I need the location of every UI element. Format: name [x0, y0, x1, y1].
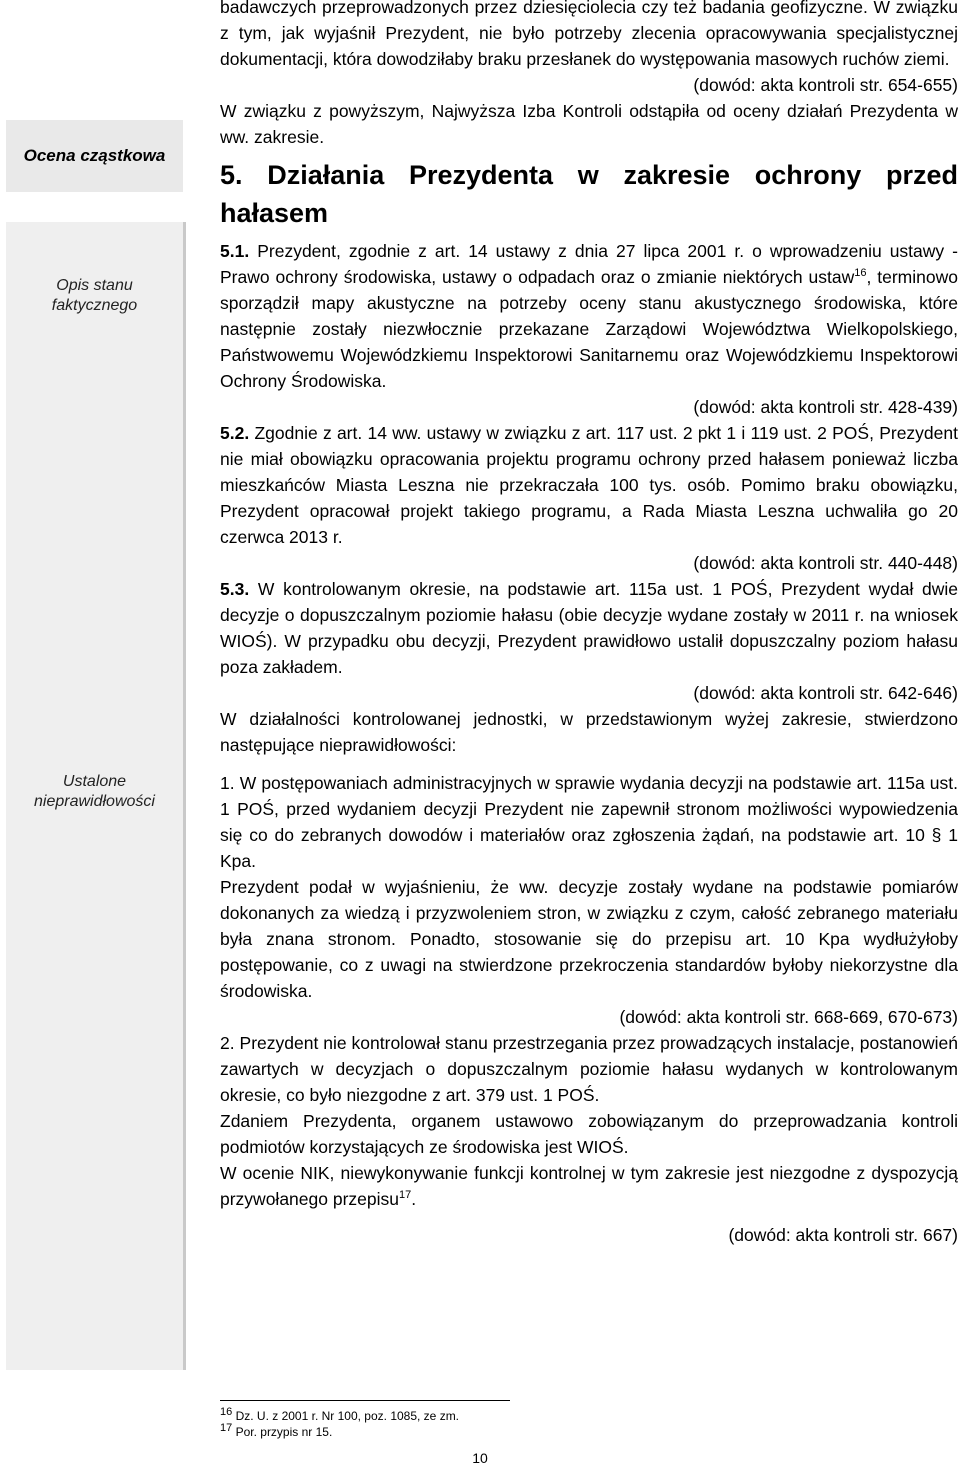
section-5-1-number: 5.1.: [220, 241, 250, 261]
section-5-2-number: 5.2.: [220, 423, 250, 443]
proof-6: (dowód: akta kontroli str. 667): [728, 1225, 958, 1245]
footnote-ref-16[interactable]: 16: [854, 267, 867, 280]
irregularities-intro: W działalności kontrolowanej jednostki, w przedstawionym wyżej zakresie, stwierdzono następujące nieprawidłowości:: [220, 709, 958, 755]
irregularity-2-explanation: Zdaniem Prezydenta, organem ustawowo zobowiązanym do przeprowadzania kontroli podmiotów korzystających ze środowiska jest WIOŚ.: [220, 1111, 958, 1157]
irregularity-1-explanation: Prezydent podał w wyjaśnieniu, że ww. decyzje zostały wydane na podstawie pomiarów dokonanych za wiedzą i przyzwoleniem stron, w związku z czym, całość zebranego materiału była znana stronom. Ponadto, stosowanie się do przepisu art. 10 Kpa wydłużyłoby postępowanie, co z uwagi na stwierdzone przekroczenia standardów byłoby niekorzystne dla środowiska.: [220, 877, 958, 1001]
section-5-3-text: W kontrolowanym okresie, na podstawie art. 115a ust. 1 POŚ, Prezydent wydał dwie decyzje o dopuszczalnym poziomie hałasu (obie decyzje wydane zostały w 2011 r. na wniosek WIOŚ). W przypadku obu decyzji, Prezydent prawidłowo ustalił dopuszczalny poziom hałasu poza zakładem.: [220, 579, 958, 677]
label-irregularities: [6, 772, 183, 812]
footnote-ref-17[interactable]: 17: [399, 1189, 412, 1202]
section-heading-number: 5.: [220, 160, 243, 190]
label-facts: [6, 276, 183, 316]
irregularity-1: 1. W postępowaniach administracyjnych w sprawie wydania decyzji na podstawie art. 115a ust. 1 POŚ, przed wydaniem decyzji Prezydent nie zapewnił stronom możliwości wypowiedzenia się co do zebranych dowodów i materiałów oraz zgłoszenia żądań, na podstawie art. 10 § 1 Kpa.: [220, 773, 958, 871]
label-facts-line2: faktycznego: [51, 297, 138, 314]
section-5-1-text-a: Prezydent, zgodnie z art. 14 ustawy z dnia 27 lipca 2001 r. o wprowadzeniu ustawy - Prawo ochrony środowiska, ustawy o odpadach oraz o zmianie niektórych ustaw: [220, 241, 958, 287]
label-irreg-line2: nieprawidłowości: [34, 793, 155, 810]
page-number: 10: [472, 1450, 488, 1466]
section-heading: [220, 156, 958, 232]
footnote-17-text: Por. przypis nr 15.: [232, 1425, 333, 1439]
main-content: [220, 0, 958, 1248]
proof-5: (dowód: akta kontroli str. 668-669, 670-673): [619, 1007, 958, 1027]
proof-1: (dowód: akta kontroli str. 654-655): [693, 75, 958, 95]
footnote-16-number: 16: [220, 1406, 233, 1418]
irregularity-2-assessment: [220, 1160, 958, 1212]
footnote-17: [220, 1424, 459, 1440]
section-5-1-text-b: , terminowo sporządził mapy akustyczne na potrzeby oceny stanu akustycznego środowiska, które następnie zostały niezwłocznie przekazane Zarządowi Województwa Wielkopolskiego, Państwowemu Wojewódzkiemu Inspektorowi Sanitarnemu oraz Wojewódzkiemu Inspektorowi Ochrony Środowiska.: [220, 267, 958, 391]
footnotes: [220, 1408, 459, 1440]
sidebar-title: Ocena cząstkowa: [23, 146, 166, 165]
sidebar-title-box: [6, 120, 183, 192]
label-irreg-line1: Ustalone: [62, 773, 127, 790]
section-5-3-number: 5.3.: [220, 579, 250, 599]
assessment-end: .: [411, 1189, 417, 1209]
assessment-text: W ocenie NIK, niewykonywanie funkcji kontrolnej w tym zakresie jest niezgodne z dyspozycją przywołanego przepisu: [220, 1163, 958, 1209]
footnote-separator: [220, 1400, 510, 1401]
section-5-3: [220, 576, 958, 680]
section-5-1: [220, 238, 958, 394]
section-5-2-text: Zgodnie z art. 14 ww. ustawy w związku z art. 117 ust. 2 pkt 1 i 119 ust. 2 POŚ, Prezydent nie miał obowiązku opracowania projektu programu ochrony przed hałasem ponieważ liczba mieszkańców Miasta Leszna nie przekraczała 100 tys. osób. Pomimo braku obowiązku, Prezydent opracował projekt takiego programu, a Rada Miasta Leszna uchwaliła go 20 czerwca 2013 r.: [220, 423, 958, 547]
section-5-2: [220, 420, 958, 550]
label-facts-line1: Opis stanu: [56, 277, 133, 294]
proof-4: (dowód: akta kontroli str. 642-646): [693, 683, 958, 703]
proof-3: (dowód: akta kontroli str. 440-448): [693, 553, 958, 573]
intro-conclusion: W związku z powyższym, Najwyższa Izba Kontroli odstąpiła od oceny działań Prezydenta w ww. zakresie.: [220, 101, 958, 147]
footnote-16-text: Dz. U. z 2001 r. Nr 100, poz. 1085, ze zm.: [232, 1409, 460, 1423]
proof-2: (dowód: akta kontroli str. 428-439): [693, 397, 958, 417]
footnote-16: [220, 1408, 459, 1424]
footnote-17-number: 17: [220, 1422, 233, 1434]
irregularity-2: 2. Prezydent nie kontrolował stanu przestrzegania przez prowadzących instalacje, postanowień zawartych w decyzjach o dopuszczalnym poziomie hałasu wydanych w kontrolowanym okresie, co było niezgodne z art. 379 ust. 1 POŚ.: [220, 1033, 958, 1105]
section-heading-text: Działania Prezydenta w zakresie ochrony przed hałasem: [220, 160, 958, 228]
intro-paragraph: badawczych przeprowadzonych przez dziesięciolecia czy też badania geofizyczne. W związku z tym, jak wyjaśnił Prezydent, nie było potrzeby zlecenia opracowywania specjalistycznej dokumentacji, która dowodziłaby braku przesłanek do występowania masowych ruchów ziemi.: [220, 0, 958, 69]
